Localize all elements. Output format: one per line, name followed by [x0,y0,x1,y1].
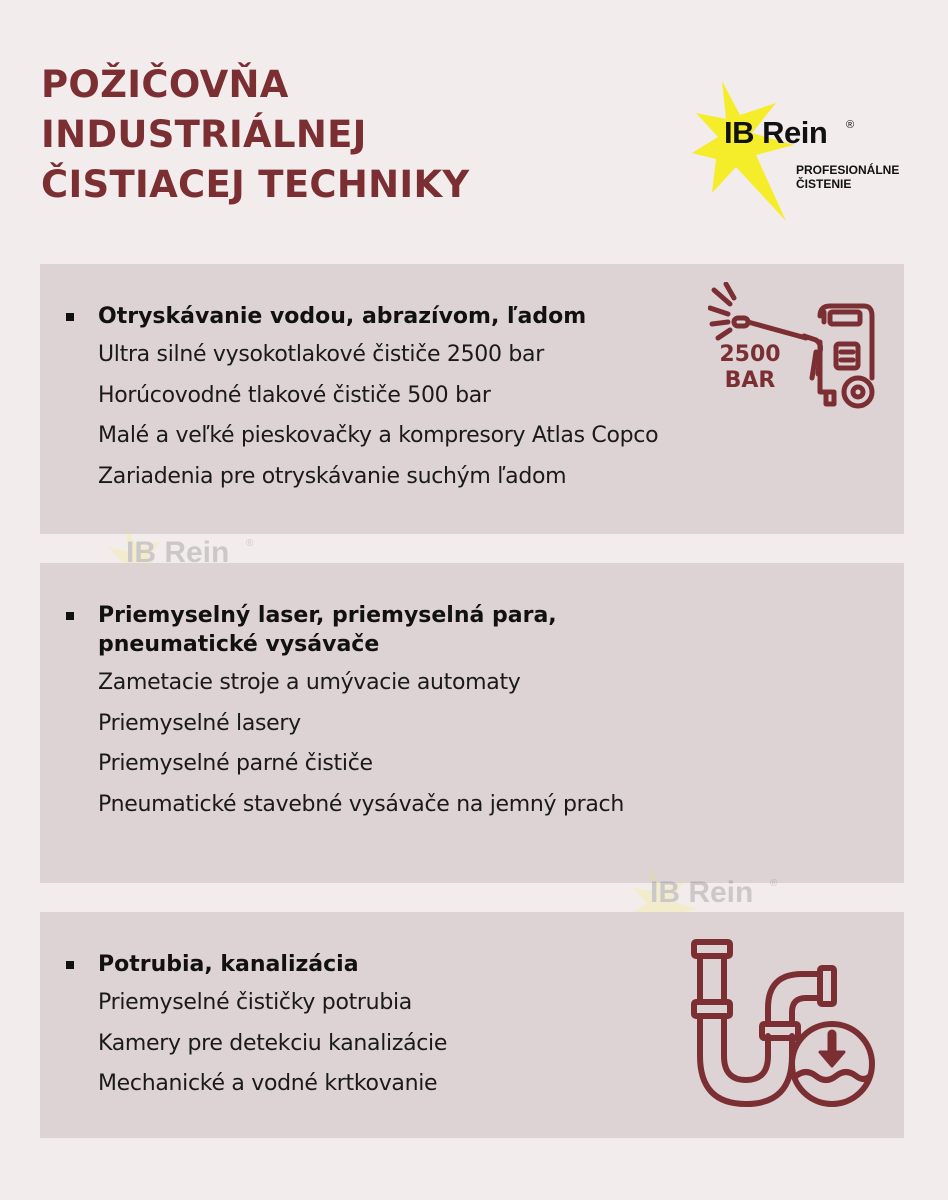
title-line-3: ČISTIACEJ TECHNIKY [41,163,470,206]
item-list [66,335,658,497]
square-bullet-icon [66,961,74,969]
list-item: Ultra silné vysokotlakové čističe 2500 bar [98,342,544,367]
section-pipes [66,950,447,1105]
section-heading [66,950,447,979]
logo-brand-text: IB Rein [724,115,828,150]
brand-logo [690,75,920,225]
logo-tagline-line-1: PROFESIONÁLNE [796,163,900,177]
watermark-registered: ® [770,878,778,889]
pressure-value: 2500 [719,342,781,367]
square-bullet-icon [66,612,74,620]
watermark-registered: ® [246,538,254,549]
title-line-1: POŽIČOVŇA [41,63,289,106]
list-item: Pneumatické stavebné vysávače na jemný prach [98,791,624,817]
section-heading-line: Priemyselný laser, priemyselná para, [98,603,557,628]
section-heading [66,302,658,331]
section-blasting [66,302,658,497]
registered-mark: ® [846,119,855,131]
section-panel-pipes [40,912,904,1138]
logo-tagline [796,163,899,191]
section-heading-line: Potrubia, kanalizácia [98,952,359,977]
item-list [66,663,624,825]
section-panel-laser-steam [40,563,904,883]
square-bullet-icon [66,313,74,321]
section-heading-line: Otryskávanie vodou, abrazívom, ľadom [98,304,587,329]
section-panel-blasting [40,264,904,534]
list-item: Kamery pre detekciu kanalizácie [98,1030,448,1056]
pressure-unit: BAR [724,368,776,393]
list-item: Priemyselné čističky potrubia [98,990,412,1015]
list-item: Priemyselné parné čističe [98,751,373,776]
pipe-drain-icon [688,936,888,1116]
list-item: Priemyselné lasery [98,710,301,736]
list-item: Horúcovodné tlakové čističe 500 bar [98,382,491,408]
list-item: Zariadenia pre otryskávanie suchým ľadom [98,463,567,489]
section-heading-line: pneumatické vysávače [98,632,380,657]
watermark-brand: IB Rein [126,536,230,569]
page-title [41,60,470,210]
watermark-brand: IB Rein [650,876,754,909]
title-line-2: INDUSTRIÁLNEJ [41,113,367,156]
section-laser-steam [66,601,624,825]
list-item: Malé a veľké pieskovačky a kompresory Atlas Copco [98,423,659,448]
item-list [66,983,447,1105]
list-item: Mechanické a vodné krtkovanie [98,1071,438,1096]
pressure-washer-icon [708,282,878,412]
section-heading [66,601,624,659]
pressure-label [708,342,792,394]
logo-tagline-line-2: ČISTENIE [796,177,852,191]
list-item: Zametacie stroje a umývacie automaty [98,670,521,695]
